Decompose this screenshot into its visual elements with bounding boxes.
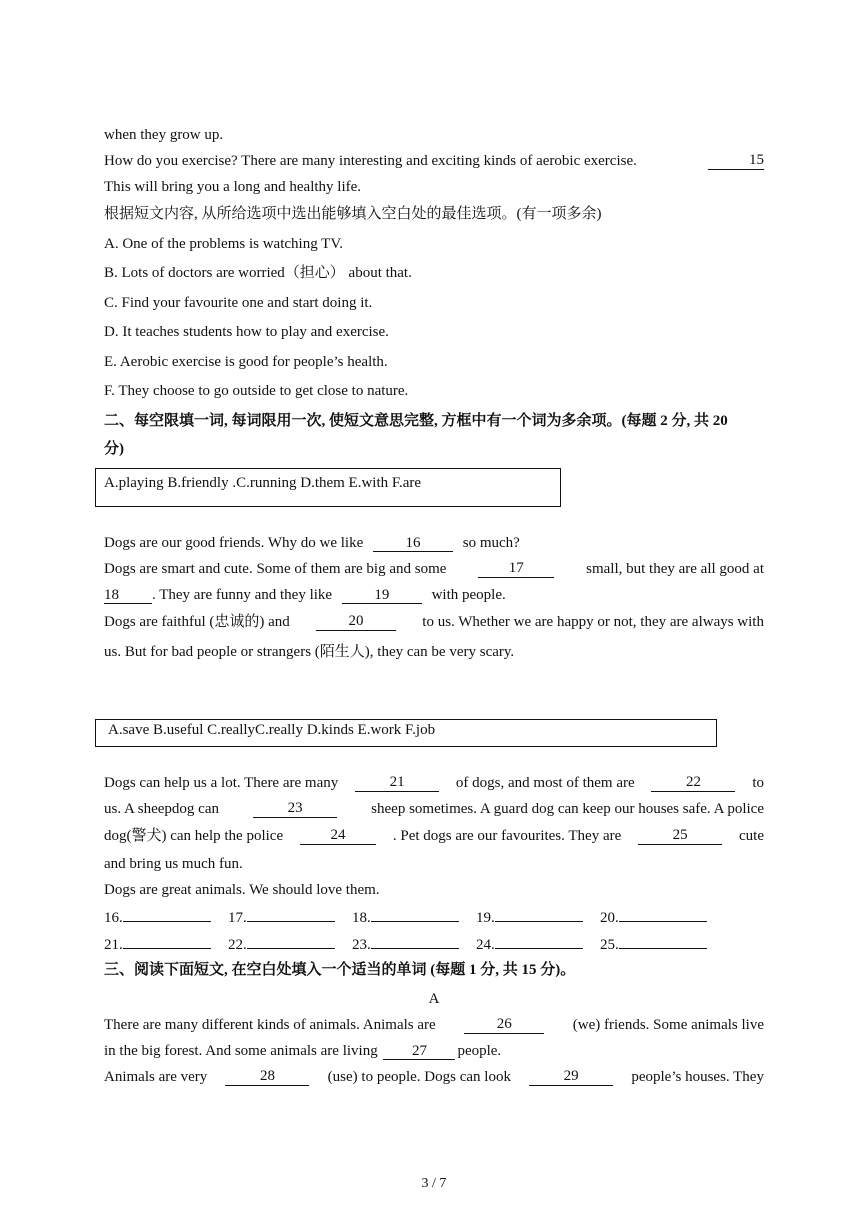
answer-slot-21[interactable]: 21.: [104, 934, 228, 954]
blank-21: 21: [355, 774, 439, 792]
text-segment: so much?: [462, 535, 520, 551]
passage-line: [104, 534, 764, 552]
text-segment: sheep sometimes. A guard dog can keep our houses safe. A police: [371, 801, 764, 817]
text-segment: Animals are very: [104, 1069, 208, 1085]
passage-line: [104, 586, 764, 604]
text-segment: . Pet dogs are our favourites. They are: [392, 828, 622, 844]
section-heading: 三、阅读下面短文, 在空白处填入一个适当的单词 (每题 1 分, 共 15 分)。: [104, 962, 576, 978]
section-heading-cont: 分): [104, 441, 124, 457]
blank-28: 28: [225, 1068, 309, 1086]
text-segment: to: [752, 775, 764, 791]
answer-slot-24[interactable]: 24.: [476, 934, 600, 954]
blank-23: 23: [253, 800, 337, 818]
text-segment: How do you exercise? There are many interesting and exciting kinds of aerobic exercise.: [104, 153, 637, 169]
option-d: D. It teaches students how to play and exercise.: [104, 324, 389, 340]
section-heading: 二、每空限填一词, 每词限用一次, 使短文意思完整, 方框中有一个词为多余项。(每题 2 分, 共 20: [104, 413, 728, 429]
passage-line: [104, 1042, 764, 1060]
text-segment: Dogs are smart and cute. Some of them are big and some: [104, 561, 447, 577]
text-line: when they grow up.: [104, 127, 224, 143]
blank-15: 15: [708, 152, 764, 170]
passage-line: and bring us much fun.: [104, 856, 243, 872]
text-segment: cute: [739, 828, 764, 844]
instruction: 根据短文内容, 从所给选项中选出能够填入空白处的最佳选项。(有一项多余): [104, 206, 602, 222]
text-segment: (we) friends. Some animals live: [572, 1017, 764, 1033]
section-label: A: [428, 991, 440, 1007]
answer-slot-25[interactable]: 25.: [600, 934, 724, 954]
text-segment: (use) to people. Dogs can look: [327, 1069, 511, 1085]
answer-slot-18[interactable]: 18.: [352, 907, 476, 927]
blank-22: 22: [651, 774, 735, 792]
answer-slot-17[interactable]: 17.: [228, 907, 352, 927]
text-segment: people’s houses. They: [631, 1069, 764, 1085]
text-line: This will bring you a long and healthy life.: [104, 179, 362, 195]
text-segment: people.: [457, 1043, 502, 1059]
passage-line: [104, 1016, 764, 1034]
word-box-2: [95, 719, 717, 747]
answer-slot-20[interactable]: 20.: [600, 907, 724, 927]
blank-24: 24: [300, 827, 376, 845]
word-box-text: A.save B.useful C.reallyC.really D.kinds E.work F.job: [108, 722, 436, 738]
blank-29: 29: [529, 1068, 613, 1086]
text-segment: . They are funny and they like: [152, 587, 333, 603]
passage-line: [104, 774, 764, 792]
text-segment: There are many different kinds of animals. Animals are: [104, 1017, 436, 1033]
text-segment: in the big forest. And some animals are living: [104, 1043, 378, 1059]
option-a: A. One of the problems is watching TV.: [104, 236, 343, 252]
page-number: 3 / 7: [421, 1176, 447, 1191]
passage-line: [104, 800, 764, 818]
text-segment: to us. Whether we are happy or not, they are always with: [422, 614, 764, 630]
blank-27: 27: [383, 1043, 455, 1060]
option-b: B. Lots of doctors are worried（担心） about that.: [104, 265, 412, 281]
option-f: F. They choose to go outside to get close to nature.: [104, 383, 409, 399]
text-segment: small, but they are all good at: [586, 561, 764, 577]
passage-line: [104, 827, 764, 845]
text-line: [104, 152, 764, 170]
option-e: E. Aerobic exercise is good for people’s health.: [104, 354, 388, 370]
passage-line: Dogs are great animals. We should love them.: [104, 882, 380, 898]
blank-26: 26: [464, 1016, 544, 1034]
text-segment: Dogs are our good friends. Why do we like: [104, 535, 364, 551]
text-segment: us. A sheepdog can: [104, 801, 219, 817]
answer-row-1: [104, 907, 724, 927]
blank-18: 18: [104, 587, 152, 604]
answer-row-2: [104, 934, 724, 954]
answer-slot-22[interactable]: 22.: [228, 934, 352, 954]
blank-25: 25: [638, 827, 722, 845]
blank-19: 19: [342, 587, 422, 604]
answer-slot-16[interactable]: 16.: [104, 907, 228, 927]
option-c: C. Find your favourite one and start doing it.: [104, 295, 373, 311]
passage-line: [104, 613, 764, 631]
passage-line: us. But for bad people or strangers (陌生人), they can be very scary.: [104, 644, 515, 660]
text-segment: of dogs, and most of them are: [455, 775, 635, 791]
blank-20: 20: [316, 613, 396, 631]
blank-17: 17: [478, 560, 554, 578]
word-box-text: A.playing B.friendly .C.running D.them E.with F.are: [104, 475, 422, 491]
word-box-1: [95, 468, 561, 507]
passage-line: [104, 1068, 764, 1086]
text-segment: Dogs can help us a lot. There are many: [104, 775, 339, 791]
passage-line: [104, 560, 764, 578]
blank-16: 16: [373, 535, 453, 552]
text-segment: dog(警犬) can help the police: [104, 828, 284, 844]
answer-slot-23[interactable]: 23.: [352, 934, 476, 954]
answer-slot-19[interactable]: 19.: [476, 907, 600, 927]
text-segment: Dogs are faithful (忠诚的) and: [104, 614, 290, 630]
text-segment: with people.: [431, 587, 506, 603]
